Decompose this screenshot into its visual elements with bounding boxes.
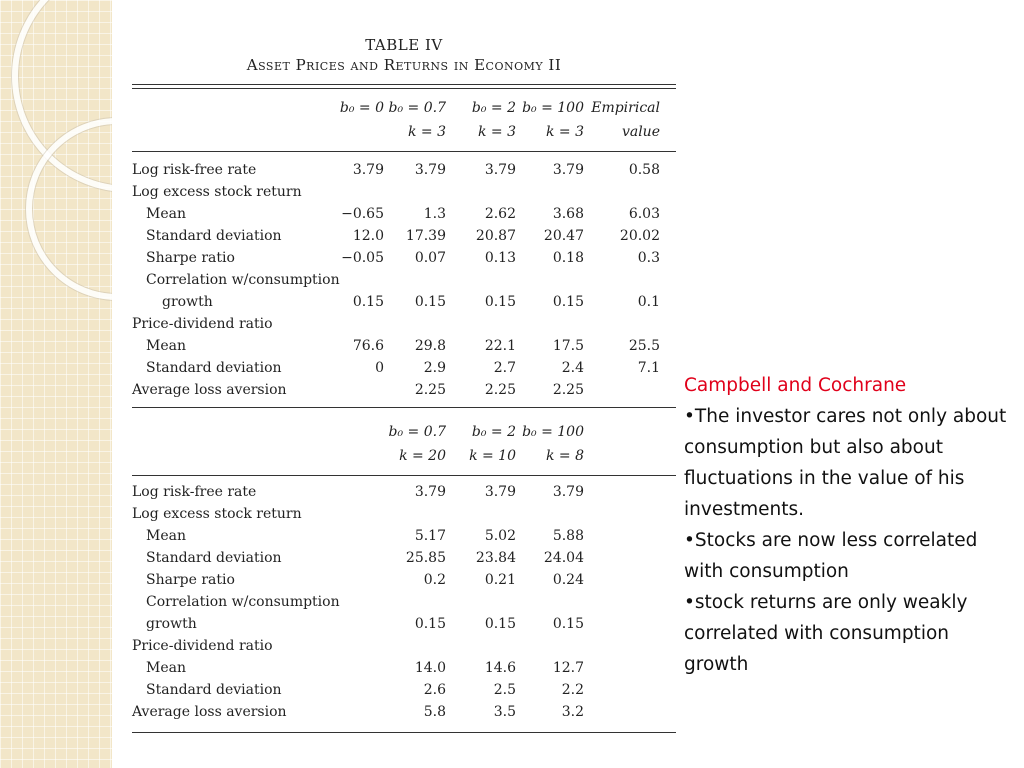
table-cell: 17.39 xyxy=(405,228,446,244)
table-rule xyxy=(132,475,676,476)
table-cell: 5.02 xyxy=(484,528,516,544)
column-header: k = 10 xyxy=(469,448,516,464)
note-bullet: •stock returns are only weakly correlated with consumption growth xyxy=(684,592,968,675)
column-header: b₀ = 0.7 xyxy=(388,424,446,440)
table-cell: 2.7 xyxy=(493,360,516,376)
row-label: growth xyxy=(162,294,213,310)
table-cell: 0.1 xyxy=(637,294,660,310)
row-label: Log excess stock return xyxy=(132,506,302,522)
column-header: k = 3 xyxy=(545,124,584,140)
table-cell: 76.6 xyxy=(352,338,384,354)
table-cell: 17.5 xyxy=(552,338,584,354)
row-label: Sharpe ratio xyxy=(146,572,235,588)
table-cell: −0.65 xyxy=(341,206,384,222)
table-cell: 2.9 xyxy=(423,360,446,376)
table-cell: 2.6 xyxy=(423,682,446,698)
table-cell: 7.1 xyxy=(637,360,660,376)
row-label: Standard deviation xyxy=(146,360,282,376)
column-header: k = 3 xyxy=(477,124,516,140)
row-label: Log risk-free rate xyxy=(132,484,257,500)
table-cell: 14.6 xyxy=(484,660,516,676)
table-cell: 12.7 xyxy=(552,660,584,676)
table-cell: 5.17 xyxy=(414,528,446,544)
row-label: Price-dividend ratio xyxy=(132,638,273,654)
column-header: b₀ = 100 xyxy=(522,424,584,440)
results-table xyxy=(128,32,680,742)
table-cell: 0.21 xyxy=(484,572,516,588)
table-cell: 22.1 xyxy=(484,338,516,354)
column-header: Empirical xyxy=(591,100,660,116)
column-header: b₀ = 0.7 xyxy=(388,100,446,116)
column-header: k = 8 xyxy=(545,448,584,464)
table-cell: 3.79 xyxy=(352,162,384,178)
table-cell: 3.68 xyxy=(552,206,584,222)
row-label: Average loss aversion xyxy=(132,382,287,398)
table-cell: 2.2 xyxy=(561,682,584,698)
table-title: TABLE IV xyxy=(365,36,443,54)
table-cell: 20.02 xyxy=(619,228,660,244)
table-cell: 3.79 xyxy=(414,162,446,178)
table-cell: 5.88 xyxy=(552,528,584,544)
column-header: b₀ = 2 xyxy=(471,424,516,440)
table-cell: 3.79 xyxy=(414,484,446,500)
table-cell: 0.15 xyxy=(414,616,446,632)
table-cell: 3.5 xyxy=(493,704,516,720)
table-cell: 3.2 xyxy=(561,704,584,720)
table-rule xyxy=(132,407,676,408)
table-cell: 25.85 xyxy=(405,550,446,566)
table-cell: 0.3 xyxy=(637,250,660,266)
table-cell: 20.87 xyxy=(475,228,516,244)
table-cell: 0.13 xyxy=(484,250,516,266)
column-header: b₀ = 0 xyxy=(339,100,384,116)
row-label: Correlation w/consumption xyxy=(146,594,340,610)
table-cell: 5.8 xyxy=(423,704,446,720)
table-cell: 0.2 xyxy=(423,572,446,588)
table-cell: 0.15 xyxy=(484,294,516,310)
table-cell: 3.79 xyxy=(484,484,516,500)
row-label: Price-dividend ratio xyxy=(132,316,273,332)
table-cell: 0.15 xyxy=(352,294,384,310)
table-cell: 0.58 xyxy=(628,162,660,178)
table-cell: 1.3 xyxy=(423,206,446,222)
table-cell: 2.5 xyxy=(493,682,516,698)
row-label: Mean xyxy=(146,660,186,676)
table-cell: 12.0 xyxy=(352,228,384,244)
row-label: Standard deviation xyxy=(146,682,282,698)
notes-panel xyxy=(684,370,1014,680)
table-cell: 0.15 xyxy=(552,616,584,632)
column-header: k = 20 xyxy=(399,448,446,464)
table-cell: 0.15 xyxy=(552,294,584,310)
table-cell: 2.25 xyxy=(552,382,584,398)
row-label: Log risk-free rate xyxy=(132,162,257,178)
row-label: Mean xyxy=(146,206,186,222)
table-cell: 0.18 xyxy=(552,250,584,266)
table-subtitle: Asset Prices and Returns in Economy II xyxy=(246,56,562,74)
row-label: growth xyxy=(146,616,197,632)
row-label: Mean xyxy=(146,528,186,544)
decorative-sidebar xyxy=(0,0,112,768)
table-cell: 2.25 xyxy=(484,382,516,398)
row-label: Average loss aversion xyxy=(132,704,287,720)
table-rule xyxy=(132,88,676,89)
table-cell: 0 xyxy=(375,360,384,376)
table-cell: 0.15 xyxy=(414,294,446,310)
row-label: Correlation w/consumption xyxy=(146,272,340,288)
row-label: Log excess stock return xyxy=(132,184,302,200)
row-label: Mean xyxy=(146,338,186,354)
table-cell: 23.84 xyxy=(475,550,516,566)
table-cell: 24.04 xyxy=(543,550,584,566)
table-cell: −0.05 xyxy=(341,250,384,266)
table-rule xyxy=(132,84,676,85)
table-cell: 3.79 xyxy=(552,162,584,178)
column-header: value xyxy=(621,124,660,140)
table-cell: 25.5 xyxy=(628,338,660,354)
column-header: k = 3 xyxy=(407,124,446,140)
column-header: b₀ = 2 xyxy=(471,100,516,116)
table-cell: 0.07 xyxy=(414,250,446,266)
table-cell: 20.47 xyxy=(543,228,584,244)
table-cell: 29.8 xyxy=(414,338,446,354)
table-cell: 3.79 xyxy=(552,484,584,500)
column-header: b₀ = 100 xyxy=(522,100,584,116)
table-cell: 6.03 xyxy=(628,206,660,222)
table-cell: 0.15 xyxy=(484,616,516,632)
row-label: Sharpe ratio xyxy=(146,250,235,266)
table-cell: 14.0 xyxy=(414,660,446,676)
table-cell: 2.4 xyxy=(561,360,584,376)
notes-heading: Campbell and Cochrane xyxy=(684,375,907,396)
table-rule xyxy=(132,151,676,152)
table-cell: 0.24 xyxy=(552,572,584,588)
table-cell: 2.62 xyxy=(484,206,516,222)
note-bullet: •Stocks are now less correlated with consumption xyxy=(684,530,978,582)
row-label: Standard deviation xyxy=(146,228,282,244)
table-rule xyxy=(132,732,676,733)
table-cell: 3.79 xyxy=(484,162,516,178)
table-cell: 2.25 xyxy=(414,382,446,398)
row-label: Standard deviation xyxy=(146,550,282,566)
note-bullet: •The investor cares not only about consumption but also about fluctuations in the value of his investments. xyxy=(684,406,1007,520)
